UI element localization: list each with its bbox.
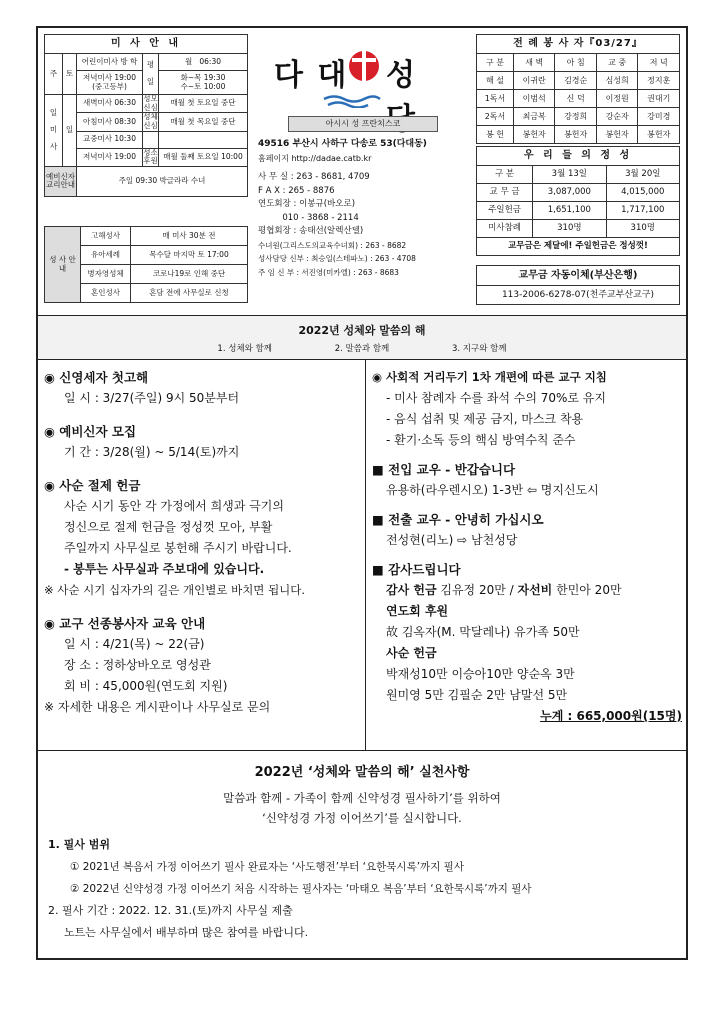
offering-cell: 주일헌금 — [477, 202, 533, 220]
servers-title: 전 례 봉 사 자『03/27』 — [477, 35, 680, 54]
notice-line: 유용하(라우렌시오) 1-3반 ⇦ 명지신도시 — [386, 483, 599, 497]
servers-header: 저 녁 — [638, 54, 680, 72]
server-cell: 해 설 — [477, 72, 514, 90]
practice-title: 2022년 ‘성체와 말씀의 해’ 실천사항 — [254, 765, 470, 780]
server-cell: 이정원 — [596, 90, 637, 108]
banner-item: 2. 말씀과 함께 — [334, 344, 390, 354]
contact-info — [258, 138, 468, 279]
right-column — [372, 367, 682, 727]
notice-line: 기 간 : 3/28(월) ~ 5/14(토)까지 — [64, 445, 240, 459]
notice-line: - 환기·소독 등의 핵심 방역수칙 준수 — [386, 433, 576, 447]
auto-transfer-box — [476, 265, 680, 305]
rite-name: 병자영성체 — [81, 265, 131, 284]
catechumen-text: 주일 09:30 박글라라 수녀 — [77, 166, 248, 196]
transfer-account: 113-2006-6278-07(천주교부산교구) — [501, 290, 655, 300]
thanks-total: 누계 : 665,000원(15명) — [540, 709, 682, 723]
rite-name: 유아세례 — [81, 246, 131, 265]
notice-heading: ■ 전출 교우 - 안녕히 가십시오 — [372, 512, 544, 527]
server-cell: 봉헌자 — [638, 126, 680, 144]
notice-heading: ■ 감사드립니다 — [372, 562, 461, 577]
server-cell: 이귀란 — [513, 72, 554, 90]
contact-line: 성사담당 신부 : 최승일(스테파노) : 263 - 4708 — [258, 254, 416, 263]
thanks-line: 박재성10만 이승아10만 양순옥 3만 — [386, 667, 575, 681]
practice-sub: ① 2021년 복음서 가정 이어쓰기 필사 완료자는 ‘사도행전’부터 ‘요한묵시록’까지 필사 — [70, 861, 464, 873]
sunday-row-tag: 성소 후원 — [143, 147, 158, 166]
server-cell: 봉 헌 — [477, 126, 514, 144]
sunday-row-note: 매월 첫 목요일 중단 — [159, 113, 248, 131]
logo-title-left: 다 대 — [274, 58, 349, 93]
notice-line: 회 비 : 45,000원(연도회 지원) — [64, 679, 228, 693]
sat-row: 저녁미사 19:00 (중고등부) — [77, 71, 143, 95]
server-cell: 봉헌자 — [513, 126, 554, 144]
server-cell: 강순자 — [596, 108, 637, 126]
rite-name: 혼인성사 — [81, 284, 131, 303]
contact-line: F A X : 265 - 8876 — [258, 185, 335, 196]
homepage-link[interactable]: 홈페이지 http://dadae.catb.kr — [258, 153, 372, 163]
contact-line: 010 - 3868 - 2114 — [258, 212, 359, 223]
sunday-row: 아침미사 08:30 — [77, 113, 143, 131]
sat-row: 어린이미사 방 학 — [77, 54, 143, 71]
notice-line: - 미사 참례자 수를 좌석 수의 70%로 유지 — [386, 391, 606, 405]
rite-name: 고해성사 — [81, 227, 131, 246]
servers-header: 교 중 — [596, 54, 637, 72]
server-cell: 봉헌자 — [555, 126, 596, 144]
notice-line: - 봉투는 사무실과 주보대에 있습니다. — [64, 562, 265, 576]
offering-header: 3월 13일 — [533, 166, 606, 184]
practice-center-line: 말씀과 함께 - 가족이 함께 신약성경 필사하기’를 위하여 — [223, 791, 501, 805]
server-cell: 최금복 — [513, 108, 554, 126]
rites-label: 성 사 안 내 — [45, 227, 81, 303]
server-cell: 강정희 — [555, 108, 596, 126]
offering-table — [476, 146, 680, 256]
sunday-label: 일 미 사 — [45, 95, 63, 167]
rite-desc: 매 미사 30분 전 — [131, 227, 248, 246]
rite-desc: 코로나19로 인해 중단 — [131, 265, 248, 284]
practice-center-line: ‘신약성경 가정 이어쓰기’를 실시합니다. — [262, 811, 462, 825]
sunday-row-note — [159, 131, 248, 148]
notice-heading: ◉ 교구 선종봉사자 교육 안내 — [44, 616, 206, 631]
notice-note: ※ 사순 시기 십자가의 길은 개인별로 바치면 됩니다. — [44, 583, 306, 597]
server-cell: 심성희 — [596, 72, 637, 90]
contact-line: 평협회장 : 송태선(알렉산델) — [258, 226, 364, 236]
server-cell: 1독서 — [477, 90, 514, 108]
thanks-line: 원미영 5만 김필순 2만 남말선 5만 — [386, 688, 568, 702]
notice-line: 정신으로 절제 헌금을 정성껏 모아, 부활 — [64, 520, 273, 534]
rite-desc: 혼담 전에 사무실로 신청 — [131, 284, 248, 303]
servers-header: 구 분 — [477, 54, 514, 72]
parish-logo — [270, 44, 460, 104]
rites-table — [44, 226, 248, 303]
sunday-row: 저녁미사 19:00 — [77, 148, 143, 166]
offering-cell: 교 무 금 — [477, 184, 533, 202]
server-cell: 정지훈 — [638, 72, 680, 90]
offering-cell: 3,087,000 — [533, 184, 606, 202]
notice-heading: ◉ 신영세자 첫고해 — [44, 370, 149, 385]
year-banner — [38, 315, 686, 360]
notice-heading: ◉ 사순 절제 헌금 — [44, 478, 141, 493]
offering-cell: 4,015,000 — [606, 184, 679, 202]
practice-item: 2. 필사 기간 : 2022. 12. 31.(토)까지 사무실 제출 — [48, 904, 293, 917]
parish-name: 아시시 성 프란치스코 — [288, 116, 438, 132]
address: 49516 부산시 사하구 다송로 53(다대동) — [258, 139, 427, 149]
sunday-row-note: 매월 첫 토요일 중단 — [159, 95, 248, 113]
practice-item: 노트는 사무실에서 배부하며 많은 참여를 바랍니다. — [64, 926, 309, 939]
server-cell: 권대기 — [638, 90, 680, 108]
sunday-row: 교중미사 10:30 — [77, 131, 143, 148]
thanks-subhead: 사순 헌금 — [386, 646, 437, 660]
offering-cell: 미사참례 — [477, 220, 533, 238]
sunday-row: 새벽미사 06:30 — [77, 95, 143, 113]
notice-line: 사순 시기 동안 각 가정에서 희생과 극기의 — [64, 499, 284, 513]
banner-title: 2022년 성체와 말씀의 해 — [298, 324, 426, 337]
left-column — [44, 367, 362, 718]
notice-line: 장 소 : 정하상바오로 영성관 — [64, 658, 211, 672]
server-cell: 신 덕 — [555, 90, 596, 108]
thanks-line: 감사 헌금 김유정 20만 / 자선비 한민아 20만 — [386, 583, 622, 597]
banner-item: 1. 성체와 함께 — [217, 344, 272, 354]
offering-cell: 310명 — [606, 220, 679, 238]
notice-line: 주일까지 사무실로 봉헌해 주시기 바랍니다. — [64, 541, 292, 555]
notice-line: - 음식 섭취 및 제공 금지, 마스크 착용 — [386, 412, 584, 426]
mass-title: 미 사 안 내 — [45, 35, 248, 54]
sunday-il: 일 — [63, 95, 77, 167]
practice-sub: ② 2022년 신약성경 가정 이어쓰기 처음 시작하는 필사자는 ‘마태오 복음’부터 ‘요한묵시록’까지 필사 — [70, 883, 532, 895]
notice-line: 전성현(리노) ⇨ 남천성당 — [386, 533, 518, 547]
contact-line: 연도회장 : 이봉규(바오로) — [258, 199, 356, 209]
mass-week-label: 주 — [45, 54, 63, 95]
weekday-other: 화~목 19:30 수~토 10:00 — [159, 71, 248, 95]
notice-heading: ◉ 예비신자 모집 — [44, 424, 137, 439]
contact-line: 주 임 신 부 : 서진영(미카엘) : 263 - 8683 — [258, 267, 399, 277]
sunday-row-tag: 성모 신심 — [143, 94, 158, 112]
servers-header: 아 침 — [555, 54, 596, 72]
offering-note: 교무금은 제달에! 주일헌금은 정성껏! — [477, 238, 680, 256]
liturgy-servers-table — [476, 34, 680, 144]
mass-schedule-table — [44, 34, 248, 197]
wave-icon — [322, 94, 382, 108]
cross-sail-icon — [344, 44, 384, 94]
server-cell: 이범석 — [513, 90, 554, 108]
notice-line: 일 시 : 4/21(목) ~ 22(금) — [64, 637, 205, 651]
server-cell: 봉헌자 — [596, 126, 637, 144]
servers-header: 새 벽 — [513, 54, 554, 72]
offering-cell: 1,651,100 — [533, 202, 606, 220]
offering-header: 구 분 — [477, 166, 533, 184]
contact-line: 수녀원(그리스도의교육수녀회) : 263 - 8682 — [258, 240, 407, 250]
thanks-line: 故 김옥자(M. 막달레나) 유가족 50만 — [386, 625, 580, 639]
sunday-row-tag: 성체 신심 — [143, 112, 158, 130]
server-cell: 2독서 — [477, 108, 514, 126]
practice-section — [38, 750, 686, 958]
contact-line: 사 무 실 : 263 - 8681, 4709 — [258, 172, 370, 182]
logo-title-right: 성 — [386, 58, 417, 93]
transfer-title: 교무금 자동이체(부산은행) — [477, 266, 679, 286]
notice-note: ※ 자세한 내용은 게시판이나 사무실로 문의 — [44, 700, 271, 714]
offering-cell: 310명 — [533, 220, 606, 238]
server-cell: 강미경 — [638, 108, 680, 126]
column-divider — [365, 360, 366, 750]
practice-item: 1. 필사 범위 — [48, 838, 110, 851]
weekday-mon: 월 06:30 — [159, 54, 248, 71]
notice-heading: ■ 전입 교우 - 반갑습니다 — [372, 462, 516, 477]
offering-title: 우 리 들 의 정 성 — [477, 147, 680, 166]
notice-heading: ◉ 사회적 거리두기 1차 개편에 따른 교구 지침 — [372, 370, 607, 384]
offering-cell: 1,717,100 — [606, 202, 679, 220]
banner-item: 3. 지구와 함께 — [451, 344, 507, 354]
sat-label: 토 — [63, 54, 77, 95]
rite-desc: 목수달 마지막 토 17:00 — [131, 246, 248, 265]
sunday-row-tag — [143, 131, 159, 148]
sunday-row-note: 매월 둘째 토요일 10:00 — [159, 148, 248, 166]
thanks-subhead: 연도회 후원 — [386, 604, 449, 618]
server-cell: 김경순 — [555, 72, 596, 90]
catechumen-label: 예비신자 교리안내 — [45, 166, 77, 196]
offering-header: 3월 20일 — [606, 166, 679, 184]
notice-line: 일 시 : 3/27(주일) 9시 50분부터 — [64, 391, 240, 405]
weekday-group: 평 일 — [143, 54, 159, 95]
